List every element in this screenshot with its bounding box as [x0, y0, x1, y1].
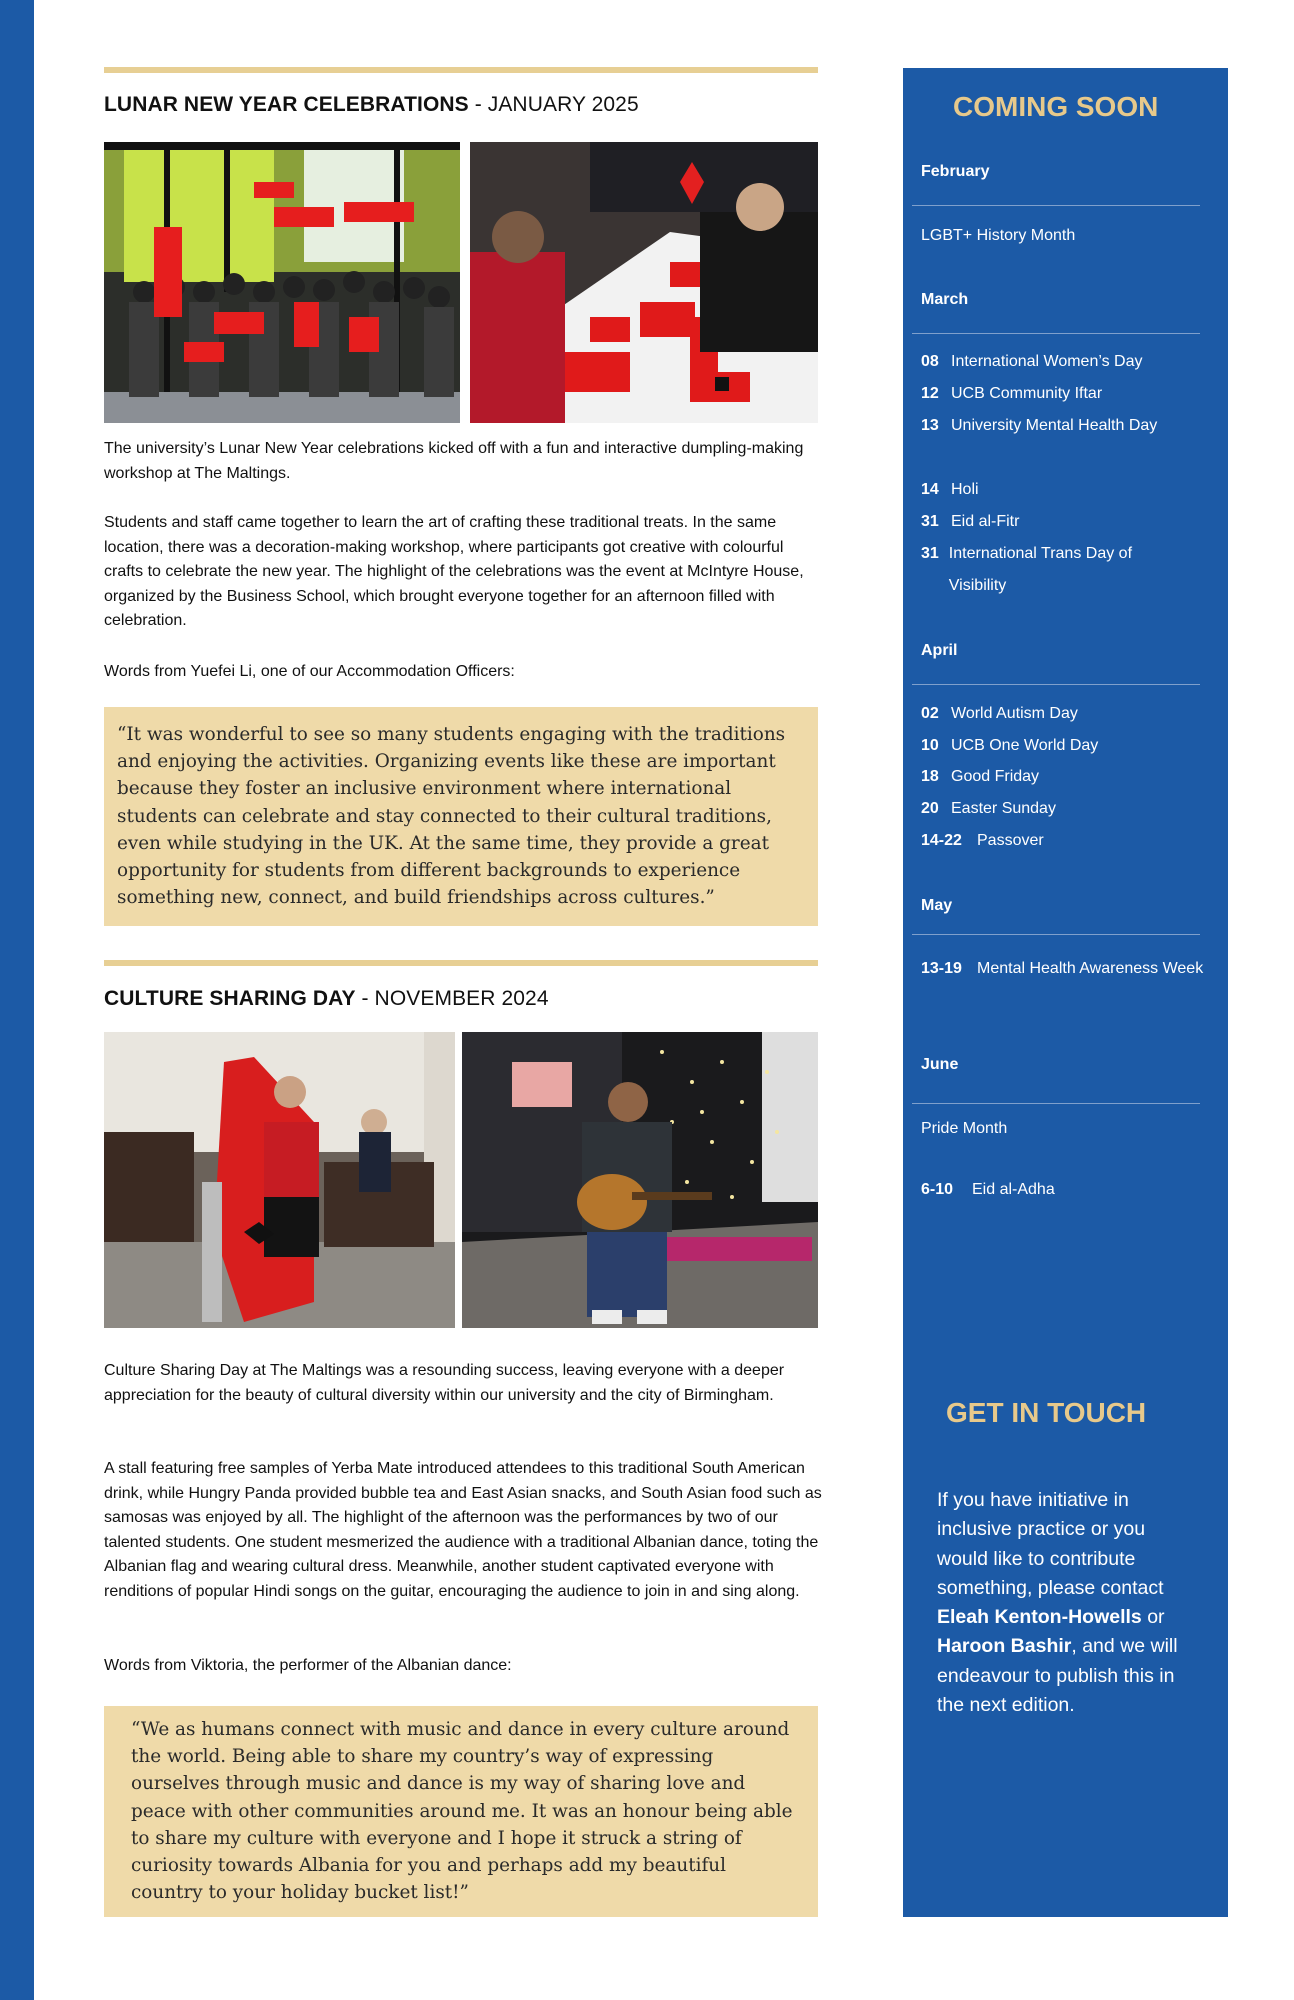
- culture-sharing-heading: [104, 987, 549, 1011]
- event-item: [921, 825, 1211, 857]
- coming-soon-sidebar: [903, 68, 1228, 1917]
- lunar-new-year-heading: [104, 93, 639, 117]
- event-item: [921, 953, 1206, 985]
- event-item: [921, 378, 1211, 410]
- contact-name: Haroon Bashir: [937, 1635, 1072, 1658]
- event-name: International Women’s Day: [951, 353, 1143, 370]
- month-divider: [912, 934, 1200, 935]
- heading-date: - NOVEMBER 2024: [355, 987, 549, 1010]
- event-name: Eid al-Adha: [972, 1181, 1055, 1198]
- lunar-group-photo: [104, 142, 460, 423]
- event-name: UCB Community Iftar: [951, 385, 1103, 402]
- event-name: Mental Health Awareness Week: [977, 960, 1204, 977]
- month-divider: [912, 684, 1200, 685]
- event-name: Good Friday: [951, 768, 1040, 785]
- event-name: Holi: [951, 481, 979, 498]
- guitar-performance-photo: [462, 1032, 818, 1328]
- month-february: February: [921, 163, 990, 180]
- lunar-crafts-photo: [470, 142, 818, 423]
- event-item: [921, 346, 1211, 378]
- heading-date: - JANUARY 2025: [468, 93, 639, 116]
- month-april: April: [921, 642, 958, 659]
- culture-details-paragraph: A stall featuring free samples of Yerba Mate introduced attendees to this traditional South American drink, while Hungry Panda provided bubble tea and East Asian snacks, and South Asian food such as samosas was enjoyed by all. The highlight of the afternoon was the performances by two of our talented students. One student mesmerized the audience with a traditional Albanian dance, toting the Albanian flag and wearing cultural dress. Meanwhile, another student captivated everyone with renditions of popular Hindi songs on the guitar, encouraging the audience to join in and sing along.: [104, 1460, 822, 1600]
- event-date: 13: [921, 417, 939, 434]
- event-item: [921, 410, 1161, 442]
- lunar-intro-paragraph: The university’s Lunar New Year celebrations kicked off with a fun and interactive dumpling-making workshop at The Maltings.: [104, 440, 804, 482]
- event-date: 31: [921, 513, 939, 530]
- lunar-words-intro: Words from Yuefei Li, one of our Accommodation Officers:: [104, 663, 515, 680]
- month-may: May: [921, 897, 953, 914]
- event-item: [921, 1174, 1211, 1206]
- month-divider: [912, 1103, 1200, 1104]
- month-march: March: [921, 291, 969, 308]
- event-item: [921, 538, 1176, 602]
- lunar-quote-box: “It was wonderful to see so many students engaging with the traditions and enjoying the activities. Organizing events like these are important because they foster an inclusive environment where international students can celebrate and stay connected to their cultural traditions, even while studying in the UK. At the same time, they provide a great opportunity for students from different backgrounds to experience something new, connect, and build friendships across cultures.”: [104, 707, 818, 926]
- event-date: 12: [921, 385, 939, 402]
- section-divider: [104, 67, 818, 73]
- event-name: Passover: [977, 832, 1044, 849]
- event-item: [921, 793, 1211, 825]
- event-item: [921, 474, 1211, 506]
- event-item: [921, 506, 1211, 538]
- event-date: 08: [921, 353, 939, 370]
- culture-words-intro: Words from Viktoria, the performer of the Albanian dance:: [104, 1657, 512, 1674]
- event-name: World Autism Day: [951, 705, 1078, 722]
- event-name: Eid al-Fitr: [951, 513, 1020, 530]
- contact-text: If you have initiative in inclusive practice or you would like to contribute something, please contact: [937, 1489, 1164, 1599]
- event-item: [921, 698, 1211, 730]
- event-date: 13-19: [921, 960, 962, 977]
- pride-month: Pride Month: [921, 1120, 1008, 1137]
- left-accent-stripe: [0, 0, 34, 2000]
- contact-text: , and we will endeavour to publish this in the next edition.: [937, 1635, 1178, 1717]
- event-date: 02: [921, 705, 939, 722]
- contact-text: or: [1141, 1606, 1165, 1629]
- event-date: 10: [921, 737, 939, 754]
- contact-name: Eleah Kenton-Howells: [937, 1606, 1142, 1629]
- event-date: 20: [921, 800, 939, 817]
- event-name: UCB One World Day: [951, 737, 1099, 754]
- event-date: 14: [921, 481, 939, 498]
- heading-bold: CULTURE SHARING DAY: [104, 987, 356, 1010]
- event-item: [921, 761, 1211, 793]
- lgbt-history-month: LGBT+ History Month: [921, 227, 1076, 244]
- section-divider: [104, 960, 818, 966]
- heading-bold: LUNAR NEW YEAR CELEBRATIONS: [104, 93, 469, 116]
- get-in-touch-title: GET IN TOUCH: [946, 1397, 1147, 1428]
- event-item: [921, 730, 1211, 762]
- culture-intro-paragraph: Culture Sharing Day at The Maltings was a resounding success, leaving everyone with a deeper appreciation for the beauty of cultural diversity within our university and the city of Birmingham.: [104, 1362, 785, 1404]
- month-divider: [912, 333, 1200, 334]
- albanian-dance-photo: [104, 1032, 455, 1328]
- event-date: 14-22: [921, 832, 962, 849]
- event-name: International Trans Day of Visibility: [948, 545, 1133, 594]
- event-date: 31: [921, 545, 939, 562]
- lunar-details-paragraph: Students and staff came together to learn the art of crafting these traditional treats. In the same location, there was a decoration-making workshop, where participants got creative with colourful crafts to celebrate the new year. The highlight of the celebrations was the event at McIntyre House, organized by the Business School, which brought everyone together for an afternoon filled with celebration.: [104, 514, 804, 629]
- month-divider: [912, 205, 1200, 206]
- event-date: 6-10: [921, 1181, 954, 1198]
- culture-quote-box: “We as humans connect with music and dance in every culture around the world. Being able to share my country’s way of expressing ourselves through music and dance is my way of sharing love and peace with other communities around me. It was an honour being able to share my culture with everyone and I hope it struck a string of curiosity towards Albania for you and perhaps add my beautiful country to your holiday bucket list!”: [104, 1706, 818, 1917]
- event-name: Easter Sunday: [951, 800, 1056, 817]
- event-date: 18: [921, 768, 939, 785]
- event-name: University Mental Health Day: [951, 417, 1158, 434]
- coming-soon-title: COMING SOON: [953, 91, 1159, 122]
- month-june: June: [921, 1056, 959, 1073]
- contact-paragraph: [937, 1486, 1197, 1720]
